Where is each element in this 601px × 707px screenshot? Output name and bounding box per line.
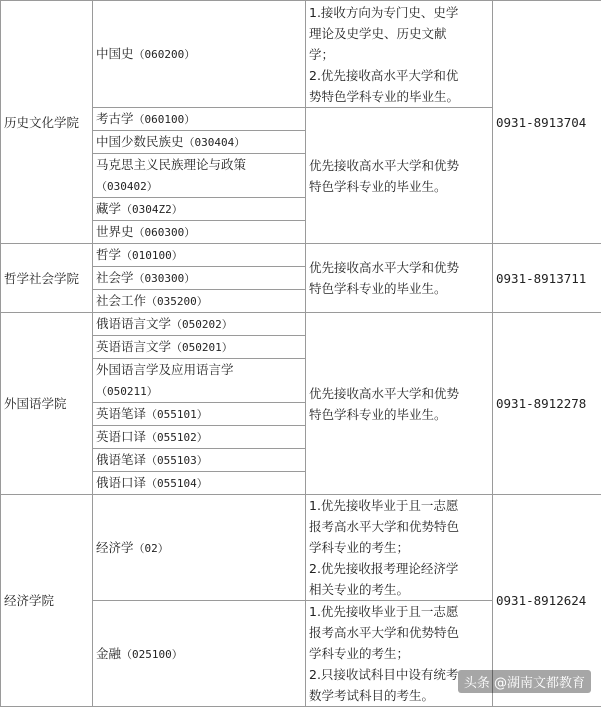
major-cell: 社会工作（035200） <box>93 290 306 313</box>
major-cell: 世界史（060300） <box>93 221 306 244</box>
major-cell: 哲学（010100） <box>93 244 306 267</box>
major-cell: 考古学（060100） <box>93 108 306 131</box>
major-cell: 金融（025100） <box>93 601 306 707</box>
requirement-cell: 1.优先接收毕业于且一志愿 报考高水平大学和优势特色 学科专业的考生； 2.只接收试科目中设有统考 数学考试科目的考生。 <box>306 601 493 707</box>
major-cell: 中国史（060200） <box>93 1 306 108</box>
major-cell: 社会学（030300） <box>93 267 306 290</box>
major-cell: 外国语言学及应用语言学 （050211） <box>93 359 306 403</box>
major-cell: 俄语语言文学（050202） <box>93 313 306 336</box>
watermark: 头条 @湖南文都教育 <box>458 670 591 693</box>
college-name: 哲学社会学院 <box>1 244 93 313</box>
major-cell: 经济学（02） <box>93 495 306 601</box>
requirement-cell: 优先接收高水平大学和优势 特色学科专业的毕业生。 <box>306 313 493 495</box>
requirement-cell: 1.接收方向为专门史、史学 理论及史学史、历史文献 学； 2.优先接收高水平大学和优 势特色学科专业的毕业生。 <box>306 1 493 108</box>
college-name: 历史文化学院 <box>1 1 93 244</box>
phone-number: 0931-8913711 <box>493 244 601 313</box>
major-cell: 英语笔译（055101） <box>93 403 306 426</box>
college-name: 外国语学院 <box>1 313 93 495</box>
major-cell: 马克思主义民族理论与政策 （030402） <box>93 154 306 198</box>
phone-number: 0931-8912278 <box>493 313 601 495</box>
major-cell: 中国少数民族史（030404） <box>93 131 306 154</box>
requirement-cell: 1.优先接收毕业于且一志愿 报考高水平大学和优势特色 学科专业的考生； 2.优先接收报考理论经济学 相关专业的考生。 <box>306 495 493 601</box>
major-cell: 俄语口译（055104） <box>93 472 306 495</box>
major-cell: 藏学（0304Z2） <box>93 198 306 221</box>
major-cell: 英语语言文学（050201） <box>93 336 306 359</box>
major-cell: 俄语笔译（055103） <box>93 449 306 472</box>
phone-number: 0931-8912624 <box>493 495 601 707</box>
college-name: 经济学院 <box>1 495 93 707</box>
requirement-cell: 优先接收高水平大学和优势 特色学科专业的毕业生。 <box>306 244 493 313</box>
phone-number: 0931-8913704 <box>493 1 601 244</box>
requirement-cell: 优先接收高水平大学和优势 特色学科专业的毕业生。 <box>306 108 493 244</box>
major-cell: 英语口译（055102） <box>93 426 306 449</box>
